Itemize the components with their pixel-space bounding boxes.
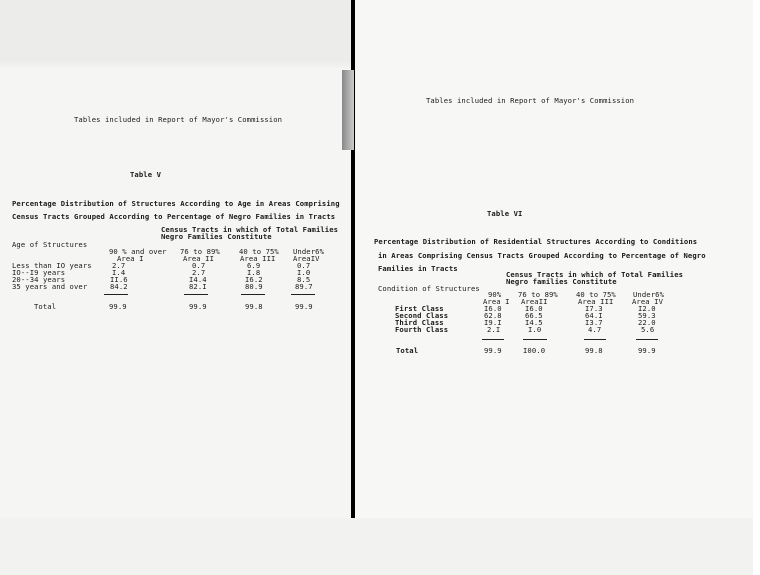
table-vi-col1-h2: Area I [483, 297, 510, 306]
table-v-description-1: Percentage Distribution of Structures According to Age in Areas Comprising [12, 199, 340, 208]
total-rule [584, 339, 606, 340]
table-cell: 4.7 [588, 325, 602, 334]
table-vi-col1-h1: 90% [488, 290, 502, 299]
table-row-label: Third Class [395, 318, 444, 327]
table-cell: I7.3 [585, 304, 603, 313]
table-cell: I6.2 [245, 275, 263, 284]
table-cell: 0.7 [192, 261, 206, 270]
table-cell: I6.0 [525, 304, 543, 313]
table-row-label: First Class [395, 304, 444, 313]
right-edge [753, 0, 760, 575]
page-spine-shadow [342, 70, 354, 150]
table-v-col3-h2: Area III [240, 254, 276, 263]
table-cell: I4.5 [525, 318, 543, 327]
table-vi-title: Table VI [487, 209, 523, 218]
table-v-col4-h1: Under6% [293, 247, 324, 256]
table-cell: I9.I [484, 318, 502, 327]
bottom-margin [0, 518, 760, 575]
table-vi-col4-h1: Under6% [633, 290, 664, 299]
table-v-col1-h2: Area I [117, 254, 144, 263]
table-cell: I.4 [112, 268, 126, 277]
table-v-col2-h2: Area II [183, 254, 214, 263]
table-cell: 64.I [585, 311, 603, 320]
table-v-col3-h1: 40 to 75% [239, 247, 279, 256]
total-rule [291, 294, 315, 295]
table-cell: 22.0 [638, 318, 656, 327]
table-v-total-label: Total [34, 302, 57, 311]
table-cell: 6.9 [247, 261, 261, 270]
table-cell: 59.3 [638, 311, 656, 320]
table-cell: 99.9 [109, 302, 127, 311]
table-row-label: 35 years and over [12, 282, 88, 291]
table-cell: I00.0 [523, 346, 546, 355]
right-header: Tables included in Report of Mayor's Commission [426, 96, 635, 105]
table-v-col1-h1: 90 % and over [109, 247, 167, 256]
table-vi-group-header-2: Negro families Constitute [506, 277, 617, 286]
table-v-col2-h1: 76 to 89% [180, 247, 220, 256]
table-vi-group-header-1: Census Tracts in which of Total Families [506, 270, 684, 279]
table-cell: 99.9 [295, 302, 313, 311]
table-row-label: Second Class [395, 311, 449, 320]
table-v-title: Table V [130, 170, 161, 179]
table-cell: 82.I [189, 282, 207, 291]
total-rule [636, 339, 658, 340]
table-vi-col3-h2: Area III [578, 297, 614, 306]
table-row-label: Less than IO years [12, 261, 92, 270]
table-vi-description-2: in Areas Comprising Census Tracts Grouped According to Percentage of Negro [378, 251, 706, 260]
table-cell: I4.4 [189, 275, 207, 284]
table-cell: 84.2 [110, 282, 128, 291]
table-cell: 8.5 [297, 275, 311, 284]
table-vi-col2-h2: AreaII [521, 297, 548, 306]
table-vi-description-3: Families in Tracts [378, 264, 458, 273]
table-vi-col2-h1: 76 to 89% [518, 290, 558, 299]
left-header: Tables included in Report of Mayor's Commission [74, 115, 283, 124]
table-cell: II.6 [110, 275, 128, 284]
table-v-row-header: Age of Structures [12, 240, 88, 249]
table-row-label: 20--34 years [12, 275, 66, 284]
table-cell: 2.7 [112, 261, 126, 270]
table-cell: 99.9 [189, 302, 207, 311]
table-cell: I6.0 [484, 304, 502, 313]
table-cell: 99.8 [245, 302, 263, 311]
table-v-group-header-2: Negro Families Constitute [161, 232, 272, 241]
table-vi-description-1: Percentage Distribution of Residential Structures According to Conditions [374, 237, 698, 246]
table-cell: 66.5 [525, 311, 543, 320]
table-v-group-header-1: Census Tracts in which of Total Families [161, 225, 339, 234]
table-cell: I2.0 [638, 304, 656, 313]
table-cell: 2.7 [192, 268, 206, 277]
table-cell: I.0 [528, 325, 542, 334]
table-cell: 89.7 [295, 282, 313, 291]
total-rule [523, 339, 547, 340]
table-cell: I.0 [297, 268, 311, 277]
table-cell: 80.9 [245, 282, 263, 291]
table-cell: 99.9 [638, 346, 656, 355]
table-cell: I.8 [247, 268, 261, 277]
table-cell: 5.6 [641, 325, 655, 334]
total-rule [482, 339, 504, 340]
total-rule [184, 294, 208, 295]
table-row-label: Fourth Class [395, 325, 449, 334]
table-row-label: IO--I9 years [12, 268, 66, 277]
table-vi-col3-h1: 40 to 75% [576, 290, 616, 299]
table-v-description-2: Census Tracts Grouped According to Percentage of Negro Families in Tracts [12, 212, 336, 221]
table-vi-col4-h2: Area IV [632, 297, 663, 306]
table-cell: 62.8 [484, 311, 502, 320]
table-cell: 99.8 [585, 346, 603, 355]
table-cell: 2.I [487, 325, 501, 334]
table-vi-total-label: Total [396, 346, 419, 355]
table-v-col4-h2: AreaIV [293, 254, 320, 263]
table-vi-row-header: Condition of Structures [378, 284, 480, 293]
table-cell: 99.9 [484, 346, 502, 355]
table-cell: I3.7 [585, 318, 603, 327]
total-rule [241, 294, 265, 295]
table-cell: 0.7 [297, 261, 311, 270]
total-rule [104, 294, 128, 295]
